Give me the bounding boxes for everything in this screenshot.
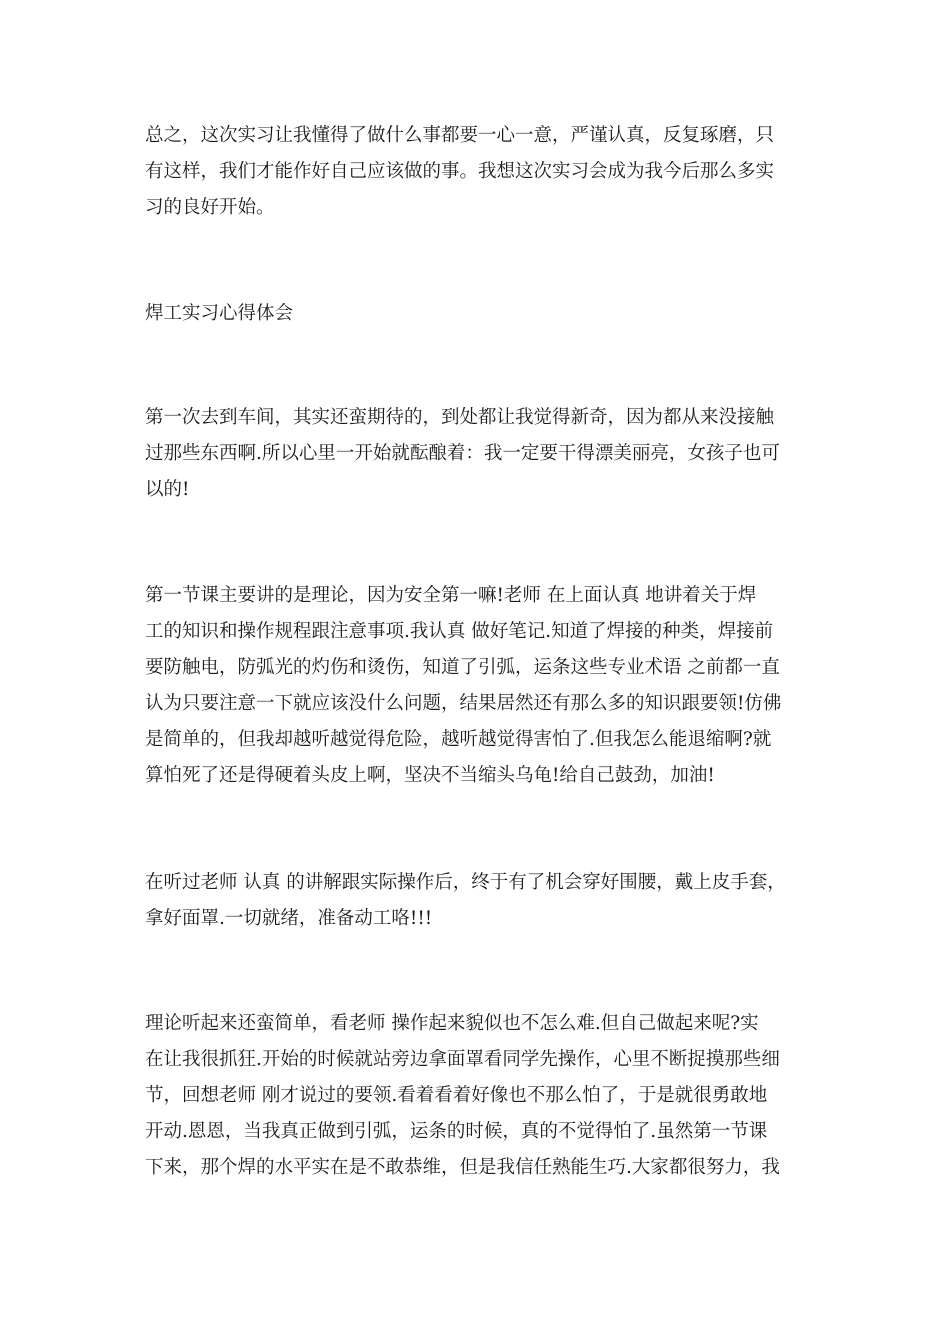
paragraph-preparation: [145, 865, 815, 937]
text-line: 过那些东西啊.所以心里一开始就酝酿着：我一定要干得漂美丽亮，女孩子也可: [145, 443, 780, 464]
text-line: 理论听起来还蛮简单，看老师 操作起来貌似也不怎么难.但自己做起来呢?实: [145, 1013, 759, 1034]
text-line: 下来，那个焊的水平实在是不敢恭维，但是我信任熟能生巧.大家都很努力，我: [145, 1157, 780, 1178]
text-line: 工的知识和操作规程跟注意事项.我认真 做好笔记.知道了焊接的种类，焊接前: [145, 621, 774, 642]
text-line: 在让我很抓狂.开始的时候就站旁边拿面罩看同学先操作，心里不断捉摸那些细: [145, 1049, 780, 1070]
paragraph-first-lesson: [145, 578, 815, 794]
text-line: 是简单的，但我却越听越觉得危险，越听越觉得害怕了.但我怎么能退缩啊?就: [145, 729, 772, 750]
text-line: 开动.恩恩，当我真正做到引弧，运条的时候，真的不觉得怕了.虽然第一节课: [145, 1121, 768, 1142]
text-line: 总之，这次实习让我懂得了做什么事都要一心一意，严谨认真，反复琢磨，只: [145, 125, 775, 146]
text-line: 认为只要注意一下就应该没什么问题，结果居然还有那么多的知识跟要领!仿佛: [145, 693, 782, 714]
text-line: 节，回想老师 刚才说过的要领.看着看着好像也不那么怕了，于是就很勇敢地: [145, 1085, 768, 1106]
text-line: 在听过老师 认真 的讲解跟实际操作后，终于有了机会穿好围腰，戴上皮手套，: [145, 872, 786, 893]
text-line: 第一节课主要讲的是理论，因为安全第一嘛!老师 在上面认真 地讲着关于焊: [145, 585, 757, 606]
section-title-text: 焊工实习心得体会: [145, 303, 294, 324]
text-line: 算怕死了还是得硬着头皮上啊，坚决不当缩头乌龟!给自己鼓劲，加油!: [145, 765, 715, 786]
paragraph-conclusion: [145, 118, 815, 226]
text-line: 以的!: [145, 479, 190, 500]
paragraph-first-visit: [145, 400, 815, 508]
paragraph-practice: [145, 1006, 815, 1186]
text-line: 拿好面罩.一切就绪，准备动工咯!!!: [145, 908, 433, 929]
section-title: [145, 296, 815, 332]
text-line: 要防触电，防弧光的灼伤和烫伤，知道了引弧，运条这些专业术语 之前都一直: [145, 657, 780, 678]
text-line: 第一次去到车间，其实还蛮期待的，到处都让我觉得新奇，因为都从来没接触: [145, 407, 775, 428]
text-line: 习的良好开始。: [145, 197, 275, 218]
text-line: 有这样，我们才能作好自己应该做的事。我想这次实习会成为我今后那么多实: [145, 161, 775, 182]
